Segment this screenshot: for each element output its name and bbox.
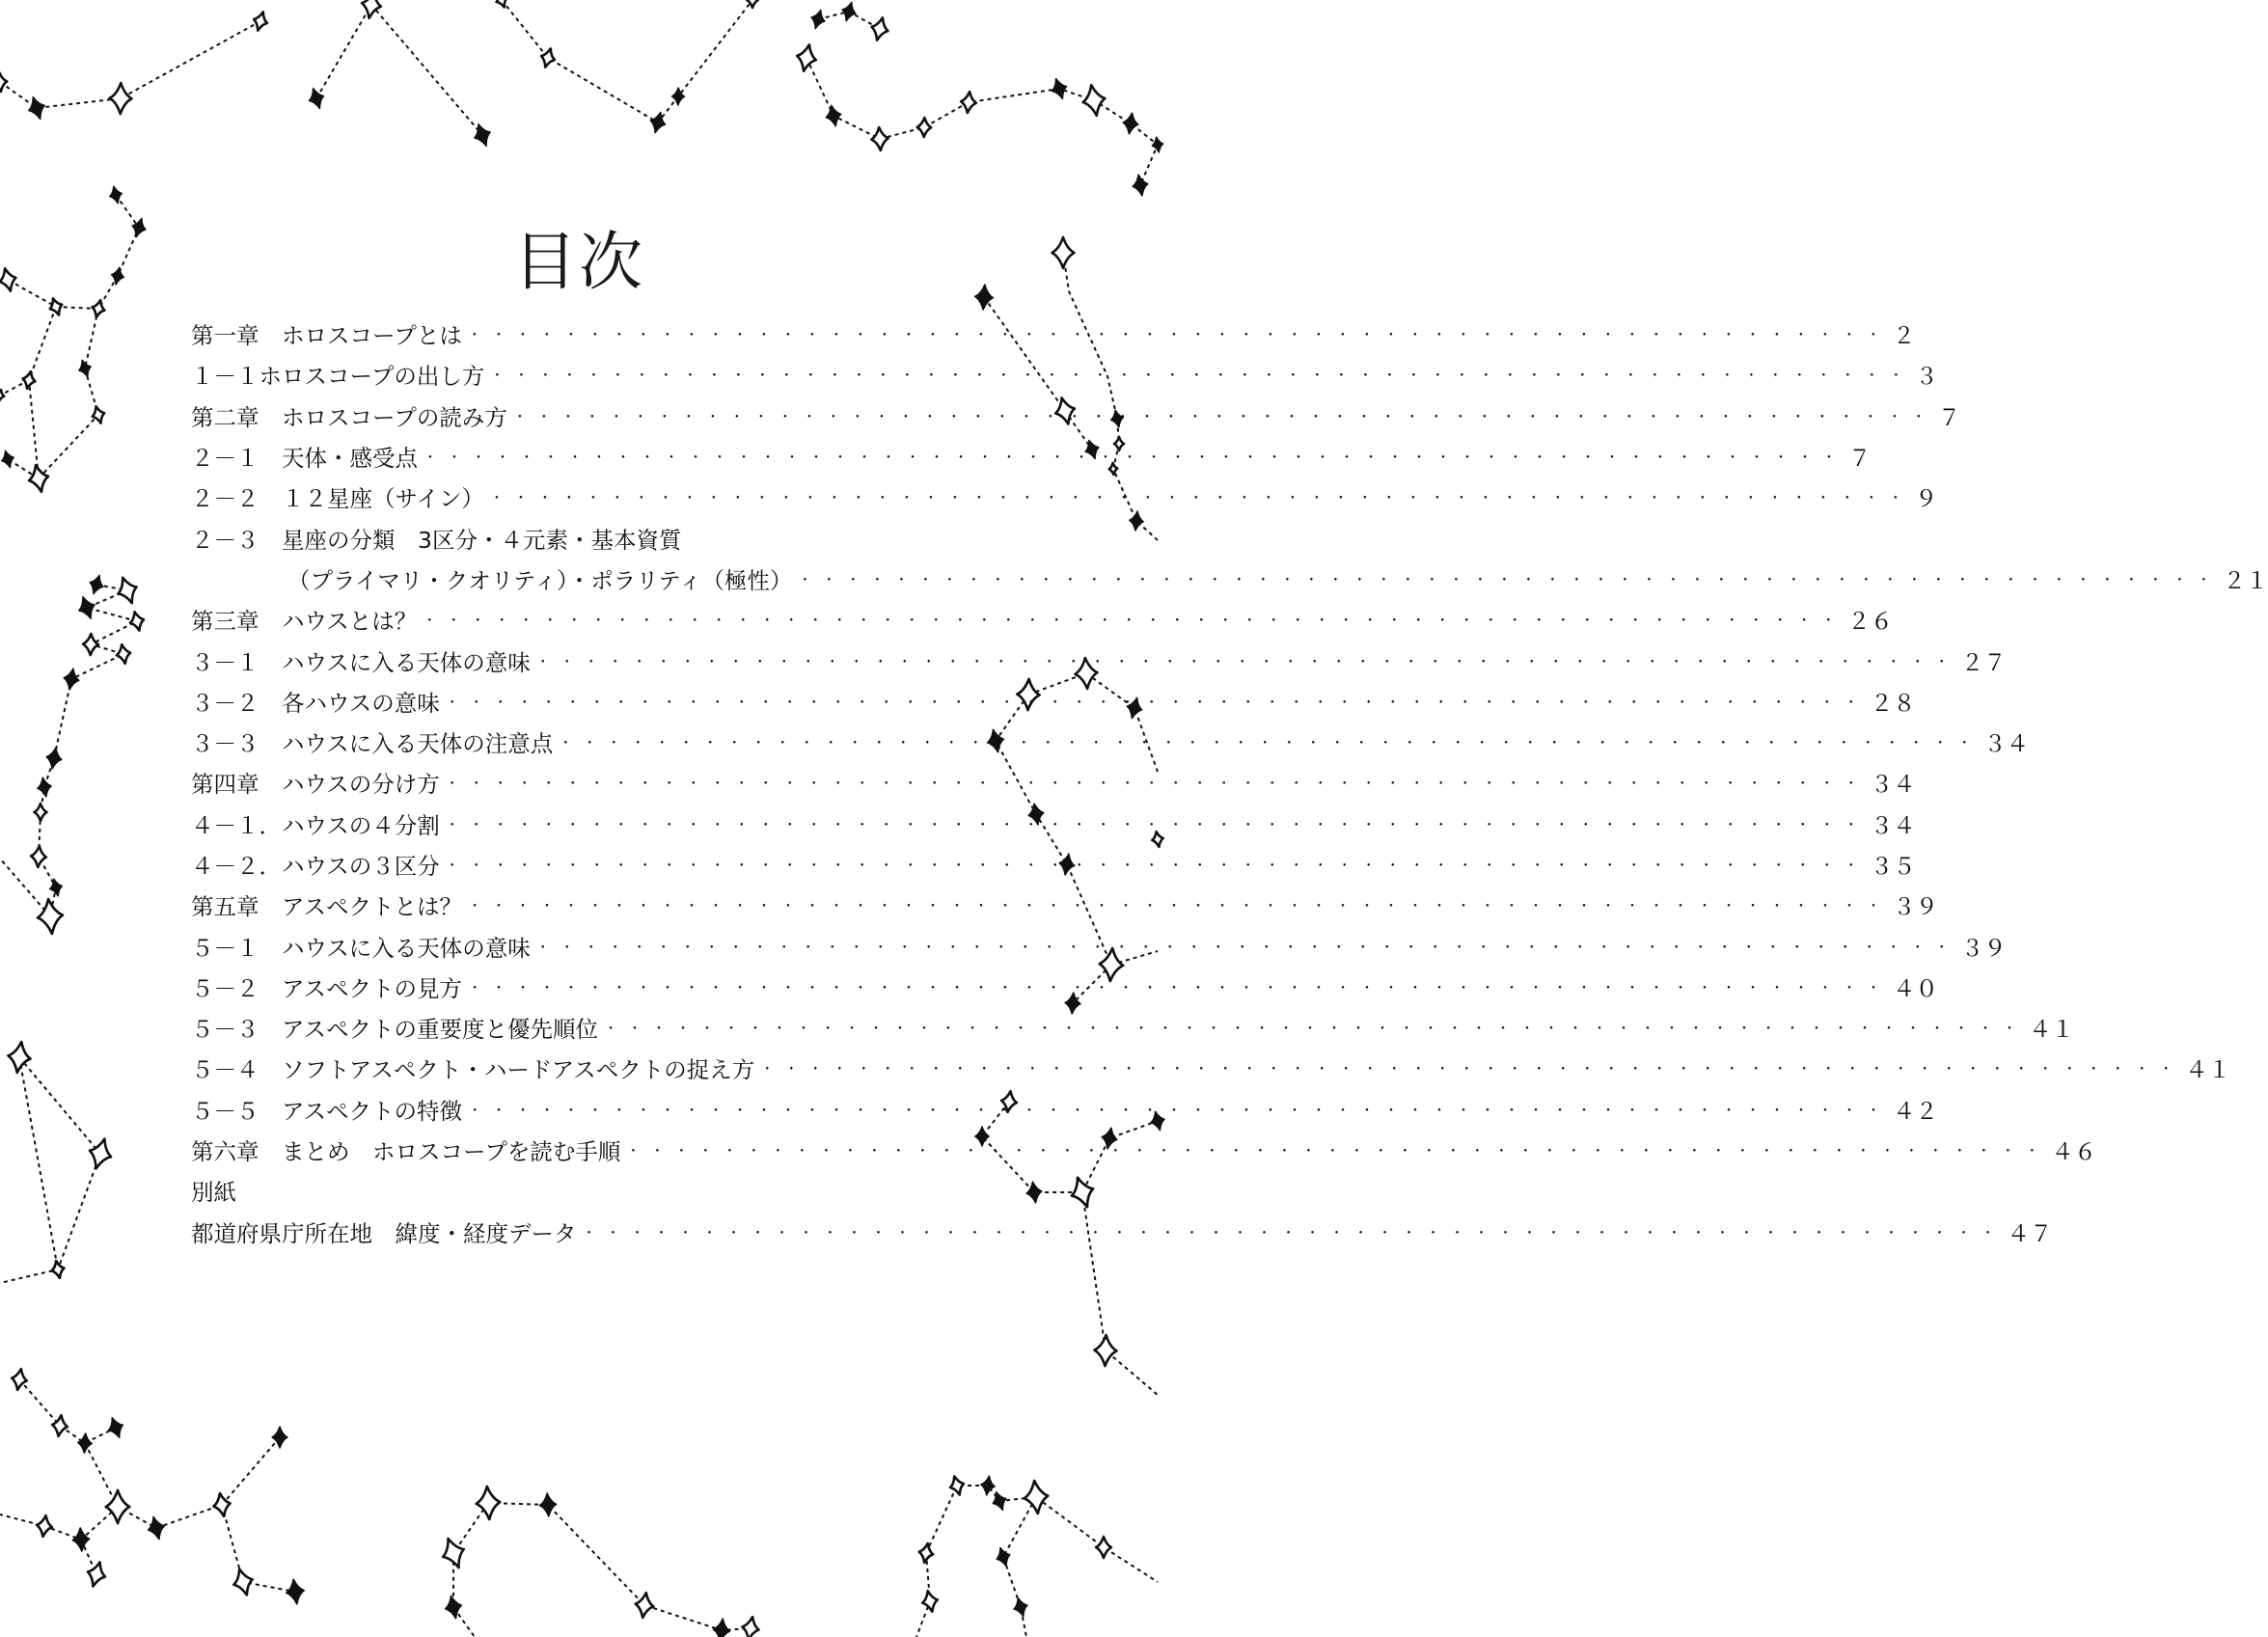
star-icon	[0, 389, 5, 401]
toc-entry[interactable]	[191, 1132, 2097, 1172]
constellation-line	[0, 859, 50, 916]
toc-leader: ・・・・・・・・・・・・・・・・・・・・・・・・・・・・・・・・・・・・・・・・・・・・・・・・・・・・・・・・・・・	[445, 817, 1869, 833]
star-icon	[6, 1041, 32, 1075]
toc-entry-title: 第四章 ハウスの分け方	[191, 771, 440, 799]
toc-leader: ・・・・・・・・・・・・・・・・・・・・・・・・・・・・・・・・・・・・・・・・・・・・・・・・・・・・・・・・・・・	[489, 491, 1913, 507]
toc-entry-title: ２－１ 天体・感受点	[191, 445, 418, 473]
star-icon	[72, 1527, 91, 1551]
constellation-line	[488, 1503, 751, 1630]
toc-entry[interactable]	[191, 478, 1938, 519]
toc-entry[interactable]	[191, 1009, 2075, 1050]
toc-entry-title: ５－３ アスペクトの重要度と優先順位	[191, 1016, 599, 1044]
toc-entry-title: 別紙	[191, 1179, 236, 1207]
star-icon	[740, 1616, 760, 1637]
toc-entry[interactable]	[191, 969, 1939, 1009]
star-icon	[26, 463, 51, 494]
toc-entry[interactable]	[191, 764, 1916, 805]
toc-page-number: ７	[1848, 445, 1872, 473]
toc-entry[interactable]	[191, 641, 2007, 682]
toc-entry[interactable]	[191, 1214, 2053, 1254]
toc-page-number: ３	[1915, 363, 1938, 391]
star-icon	[36, 777, 53, 798]
star-icon	[50, 1260, 66, 1279]
toc-page-number: ４０	[1893, 974, 1939, 1002]
star-icon	[285, 1578, 306, 1605]
toc-leader: ・・・・・・・・・・・・・・・・・・・・・・・・・・・・・・・・・・・・・・・・・・・・・・・・・・・・・・・・・・・	[424, 450, 1846, 467]
toc-page-number: ２８	[1870, 689, 1916, 717]
toc-entry-title: 第三章 ハウスとは？	[191, 608, 418, 636]
toc-entry-title: ４－２．ハウスの３区分	[191, 853, 440, 880]
star-icon	[25, 95, 48, 122]
star-icon	[916, 118, 931, 137]
star-icon	[476, 1486, 502, 1520]
star-icon	[30, 845, 46, 867]
constellation-line	[0, 21, 260, 108]
toc-page-number: ４１	[2029, 1016, 2075, 1044]
toc-entry-title: 第一章 ホロスコープとは	[191, 322, 462, 350]
star-icon	[83, 634, 99, 656]
toc-page-number: ２１	[2223, 566, 2268, 594]
toc-entry-title: １－１ホロスコープの出し方	[191, 363, 485, 391]
star-icon	[114, 574, 142, 606]
toc-entry-title: ５－５ アスペクトの特徴	[191, 1097, 463, 1125]
toc-entry[interactable]	[191, 601, 1894, 641]
star-icon	[44, 747, 63, 770]
toc-page-number: ３４	[1870, 811, 1916, 839]
toc-page-number: ４２	[1893, 1097, 1939, 1125]
star-icon	[0, 450, 16, 470]
toc-leader: ・・・・・・・・・・・・・・・・・・・・・・・・・・・・・・・・・・・・・・・・・・・・・・・・・・・・・・・・・・・	[490, 368, 1914, 385]
toc-entry-title: 都道府県庁所在地 緯度・経度データ	[191, 1219, 577, 1247]
toc-entry[interactable]	[191, 846, 1916, 887]
toc-page-number: ４７	[2007, 1219, 2053, 1247]
star-icon	[91, 299, 107, 319]
star-icon	[438, 1535, 470, 1571]
toc-page-number: ３４	[1870, 771, 1916, 799]
toc-leader: ・・・・・・・・・・・・・・・・・・・・・・・・・・・・・・・・・・・・・・・・・・・・・・・・・・・・・・・・・・・	[512, 409, 1936, 425]
star-icon	[75, 594, 98, 621]
toc-entry[interactable]	[191, 1172, 963, 1213]
star-icon	[920, 1590, 940, 1614]
toc-leader: ・・・・・・・・・・・・・・・・・・・・・・・・・・・・・・・・・・・・・・・・・・・・・・・・・・・・・・・・・・・	[445, 695, 1869, 711]
table-of-contents	[191, 315, 2268, 1254]
constellation-line	[1003, 1497, 1036, 1637]
star-icon	[824, 104, 843, 128]
star-icon	[634, 1592, 655, 1619]
toc-page-number: ２	[1892, 322, 1916, 350]
toc-page-number: ７	[1937, 403, 1961, 431]
constellation-line	[502, 0, 752, 123]
star-icon	[115, 643, 132, 665]
toc-page-number: ３９	[1893, 893, 1939, 921]
star-icon	[1080, 83, 1107, 118]
star-icon	[87, 573, 106, 595]
star-icon	[808, 8, 827, 30]
toc-leader: ・・・・・・・・・・・・・・・・・・・・・・・・・・・・・・・・・・・・・・・・・・・・・・・・・・・・・・・・・・・	[604, 1022, 2028, 1038]
star-icon	[51, 1414, 69, 1437]
toc-leader: ・・・・・・・・・・・・・・・・・・・・・・・・・・・・・・・・・・・・・・・・・・・・・・・・・・・・・・・・・・・	[760, 1062, 2184, 1078]
star-icon	[306, 86, 327, 111]
toc-entry-title: ３－３ ハウスに入る天体の注意点	[191, 730, 554, 758]
constellation-line	[19, 1057, 58, 1269]
toc-entry-title: 第二章 ホロスコープの読み方	[191, 403, 507, 431]
constellation-line	[0, 1507, 118, 1540]
toc-entry[interactable]	[191, 1091, 1939, 1132]
star-icon	[1096, 1537, 1111, 1558]
star-icon	[360, 0, 384, 20]
toc-entry-title: ５－１ ハウスに入る天体の意味	[191, 934, 531, 962]
toc-leader: ・・・・・・・・・・・・・・・・・・・・・・・・・・・・・・・・・・・・・・・・・・・・・・・・・・・・・・・・・・・	[423, 614, 1846, 630]
star-icon	[36, 898, 65, 936]
star-icon	[77, 1433, 93, 1454]
toc-entry[interactable]	[191, 356, 1938, 396]
toc-entry-title: ２－２ １２星座（サイン）	[191, 485, 484, 513]
toc-page-number: ９	[1914, 485, 1938, 513]
star-icon	[539, 1492, 558, 1516]
star-icon	[471, 122, 494, 149]
toc-leader: ・・・・・・・・・・・・・・・・・・・・・・・・・・・・・・・・・・・・・・・・・・・・・・・・・・・・・・・・・・・	[535, 940, 1959, 956]
constellation-line	[222, 1505, 295, 1592]
constellation-line	[0, 1057, 100, 1283]
toc-entry[interactable]	[191, 397, 1961, 438]
toc-leader: ・・・・・・・・・・・・・・・・・・・・・・・・・・・・・・・・・・・・・・・・・・・・・・・・・・・・・・・・・・・	[559, 736, 1982, 752]
constellation-line	[8, 307, 56, 478]
star-icon	[1122, 112, 1140, 135]
constellation-line	[453, 1503, 488, 1637]
star-icon	[109, 83, 132, 114]
star-icon	[1011, 1596, 1029, 1618]
star-icon	[1151, 136, 1164, 153]
star-icon	[0, 71, 8, 92]
toc-entry[interactable]	[191, 519, 963, 559]
toc-page-number: ４６	[2051, 1138, 2097, 1166]
star-icon	[128, 611, 147, 633]
toc-entry-title: ５－２ アスペクトの見方	[191, 974, 463, 1002]
star-icon	[871, 126, 889, 150]
constellation-line	[806, 58, 1158, 185]
star-icon	[1129, 510, 1144, 531]
toc-entry[interactable]	[191, 927, 2007, 968]
star-icon	[979, 1475, 996, 1496]
toc-entry-title: ４－１．ハウスの４分割	[191, 811, 440, 839]
star-icon	[84, 1560, 108, 1589]
toc-page-number: ３９	[1960, 934, 2007, 962]
toc-leader: ・・・・・・・・・・・・・・・・・・・・・・・・・・・・・・・・・・・・・・・・・・・・・・・・・・・・・・・・・・・	[468, 1103, 1892, 1119]
toc-leader: ・・・・・・・・・・・・・・・・・・・・・・・・・・・・・・・・・・・・・・・・・・・・・・・・・・・・・・・・・・・	[582, 1225, 2006, 1241]
toc-entry-title: ２－３ 星座の分類 3区分・４元素・基本資質	[191, 526, 682, 554]
toc-page-number: ２７	[1960, 648, 2007, 676]
page-title: 目次	[513, 225, 644, 300]
toc-entry-title: ３－１ ハウスに入る天体の意味	[191, 648, 531, 676]
toc-page-number: ３５	[1870, 853, 1916, 880]
toc-leader: ・・・・・・・・・・・・・・・・・・・・・・・・・・・・・・・・・・・・・・・・・・・・・・・・・・・・・・・・・・・	[445, 777, 1869, 793]
star-icon	[869, 15, 891, 41]
toc-page-number: ２６	[1847, 608, 1894, 636]
star-icon	[36, 1514, 54, 1538]
star-icon	[994, 1545, 1013, 1568]
toc-entry[interactable]	[191, 805, 1916, 846]
toc-leader: ・・・・・・・・・・・・・・・・・・・・・・・・・・・・・・・・・・・・・・・・・・・・・・・・・・・・・・・・・・・	[468, 899, 1892, 915]
star-icon	[76, 358, 94, 378]
toc-entry[interactable]	[191, 1050, 2231, 1090]
constellation-line	[19, 1379, 116, 1443]
toc-leader: ・・・・・・・・・・・・・・・・・・・・・・・・・・・・・・・・・・・・・・・・・・・・・・・・・・・・・・・・・・・	[467, 328, 1891, 344]
toc-entry-title: 第六章 まとめ ホロスコープを読む手順	[191, 1138, 621, 1166]
toc-leader: ・・・・・・・・・・・・・・・・・・・・・・・・・・・・・・・・・・・・・・・・・・・・・・・・・・・・・・・・・・・	[626, 1144, 2050, 1160]
toc-entry[interactable]	[191, 560, 2268, 601]
toc-entry[interactable]	[191, 315, 1916, 356]
star-icon	[960, 91, 977, 114]
toc-leader: ・・・・・・・・・・・・・・・・・・・・・・・・・・・・・・・・・・・・・・・・・・・・・・・・・・・・・・・・・・・	[445, 859, 1869, 874]
star-icon	[917, 1542, 935, 1564]
toc-leader: ・・・・・・・・・・・・・・・・・・・・・・・・・・・・・・・・・・・・・・・・・・・・・・・・・・・・・・・・・・・	[798, 572, 2222, 588]
star-icon	[1023, 1480, 1050, 1514]
toc-leader: ・・・・・・・・・・・・・・・・・・・・・・・・・・・・・・・・・・・・・・・・・・・・・・・・・・・・・・・・・・・	[535, 654, 1959, 670]
toc-entry[interactable]	[191, 683, 1916, 723]
star-icon	[947, 1474, 966, 1496]
toc-entry-title: ３－２ 各ハウスの意味	[191, 689, 440, 717]
star-icon	[106, 1490, 129, 1523]
toc-entry[interactable]	[191, 723, 2030, 764]
star-icon	[251, 10, 269, 32]
constellation-line	[316, 5, 482, 135]
toc-entry-title: （プライマリ・クオリティ）・ポラリティ（極性）	[287, 566, 793, 594]
star-icon	[230, 1567, 256, 1597]
toc-entry-title: 第五章 アスペクトとは？	[191, 893, 463, 921]
star-icon	[35, 804, 47, 821]
star-icon	[21, 370, 37, 390]
star-icon	[839, 0, 858, 22]
star-icon	[62, 668, 80, 691]
toc-entry-title: ５－４ ソフトアスペクト・ハードアスペクトの捉え方	[191, 1056, 755, 1084]
toc-leader: ・・・・・・・・・・・・・・・・・・・・・・・・・・・・・・・・・・・・・・・・・・・・・・・・・・・・・・・・・・・	[468, 980, 1892, 996]
star-icon	[794, 42, 819, 73]
star-icon	[1049, 76, 1070, 101]
star-icon	[146, 1514, 168, 1541]
constellation-line	[39, 309, 98, 478]
star-icon	[105, 1415, 126, 1440]
toc-page-number: ３４	[1983, 730, 2030, 758]
toc-entry[interactable]	[191, 887, 1939, 927]
star-icon	[648, 110, 669, 134]
star-icon	[1131, 174, 1149, 197]
toc-page-number: ４１	[2185, 1056, 2231, 1084]
star-icon	[48, 878, 65, 898]
star-icon	[1094, 1335, 1117, 1367]
toc-entry[interactable]	[191, 438, 1872, 478]
